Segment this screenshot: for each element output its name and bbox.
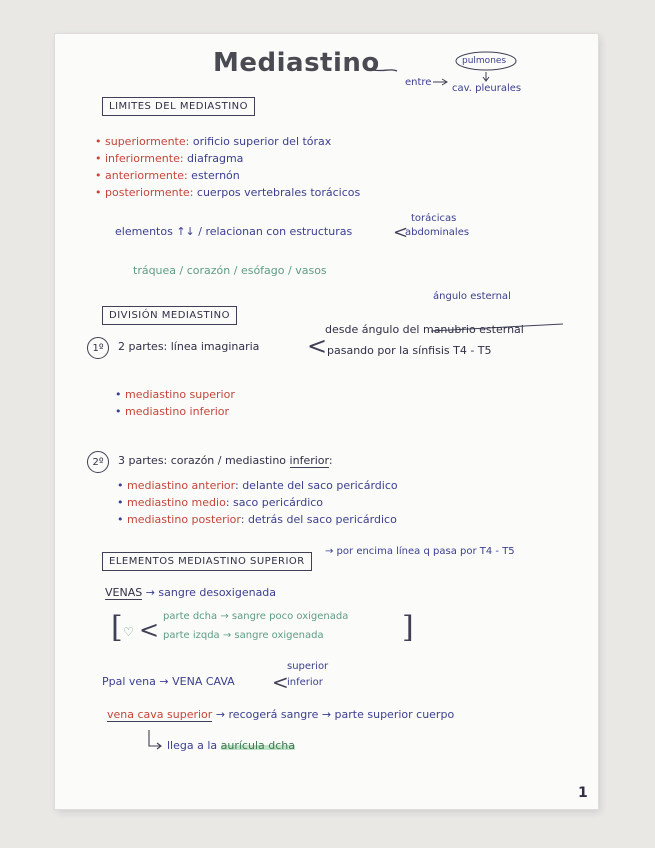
estructuras-brace: < bbox=[393, 222, 409, 243]
part2-item: • mediastino anterior: delante del saco pericárdico bbox=[117, 479, 398, 492]
superior-heading: ELEMENTOS MEDIASTINO SUPERIOR bbox=[102, 552, 312, 571]
cav-pleurales-note: cav. pleurales bbox=[452, 83, 522, 94]
superior-note: → por encima línea q pasa por T4 - T5 bbox=[325, 546, 515, 557]
division-heading: DIVISIÓN MEDIASTINO bbox=[102, 306, 237, 325]
limite-item: • inferiormente: diafragma bbox=[95, 152, 244, 165]
heart-brace: < bbox=[139, 616, 160, 644]
llega-arrow bbox=[55, 34, 598, 774]
estructura-abdominales: abdominales bbox=[405, 227, 470, 238]
heart-bracket-left: [ bbox=[111, 610, 123, 645]
part1-text: 2 partes: línea imaginaria bbox=[118, 340, 260, 353]
cava-superior-line: vena cava superior → recogerá sangre → parte superior cuerpo bbox=[107, 708, 455, 721]
elementos-line: elementos ↑↓ / relacionan con estructuras bbox=[115, 225, 353, 238]
part2-item: • mediastino posterior: detrás del saco pericárdico bbox=[117, 513, 397, 526]
part1-brace: < bbox=[307, 332, 328, 360]
limites-heading: LIMITES DEL MEDIASTINO bbox=[102, 97, 255, 116]
limite-item: • anteriormente: esternón bbox=[95, 169, 240, 182]
part1-branch-pasando: pasando por la sínfisis T4 - T5 bbox=[327, 344, 492, 357]
part2-item: • mediastino medio: saco pericárdico bbox=[117, 496, 324, 509]
estructura-toracicas: torácicas bbox=[411, 213, 457, 224]
pulmones-note: pulmones bbox=[462, 56, 507, 66]
part1-number: 1º bbox=[87, 337, 109, 359]
heart-line-dcha: parte dcha → sangre poco oxigenada bbox=[163, 611, 349, 622]
llega-line: llega a la aurícula dcha bbox=[167, 739, 295, 752]
cava-inferior: inferior bbox=[287, 677, 323, 688]
part1-item: • mediastino superior bbox=[115, 388, 235, 401]
angulo-note: ángulo esternal bbox=[433, 291, 511, 302]
organos-line: tráquea / corazón / esófago / vasos bbox=[133, 264, 327, 277]
heart-bracket-right: ] bbox=[402, 610, 414, 645]
limite-item: • superiormente: orificio superior del tórax bbox=[95, 135, 332, 148]
cava-brace: < bbox=[272, 670, 289, 694]
entre-note: entre bbox=[405, 77, 432, 88]
notebook-page bbox=[55, 34, 598, 809]
page-title: Mediastino bbox=[213, 48, 380, 78]
page-number: 1 bbox=[578, 785, 588, 801]
heart-icon: ♡ bbox=[123, 625, 134, 639]
heart-line-izqda: parte izqda → sangre oxigenada bbox=[163, 630, 324, 641]
ppal-vena-line: Ppal vena → VENA CAVA bbox=[102, 675, 235, 688]
part2-number: 2º bbox=[87, 451, 109, 473]
part1-item: • mediastino inferior bbox=[115, 405, 230, 418]
part2-text: 3 partes: corazón / mediastino inferior: bbox=[118, 454, 333, 467]
limite-item: • posteriormente: cuerpos vertebrales torácicos bbox=[95, 186, 361, 199]
cava-superior: superior bbox=[287, 661, 329, 672]
venas-line: VENAS → sangre desoxigenada bbox=[105, 586, 277, 599]
part1-branch-desde: desde ángulo del manubrio esternal bbox=[325, 323, 524, 336]
